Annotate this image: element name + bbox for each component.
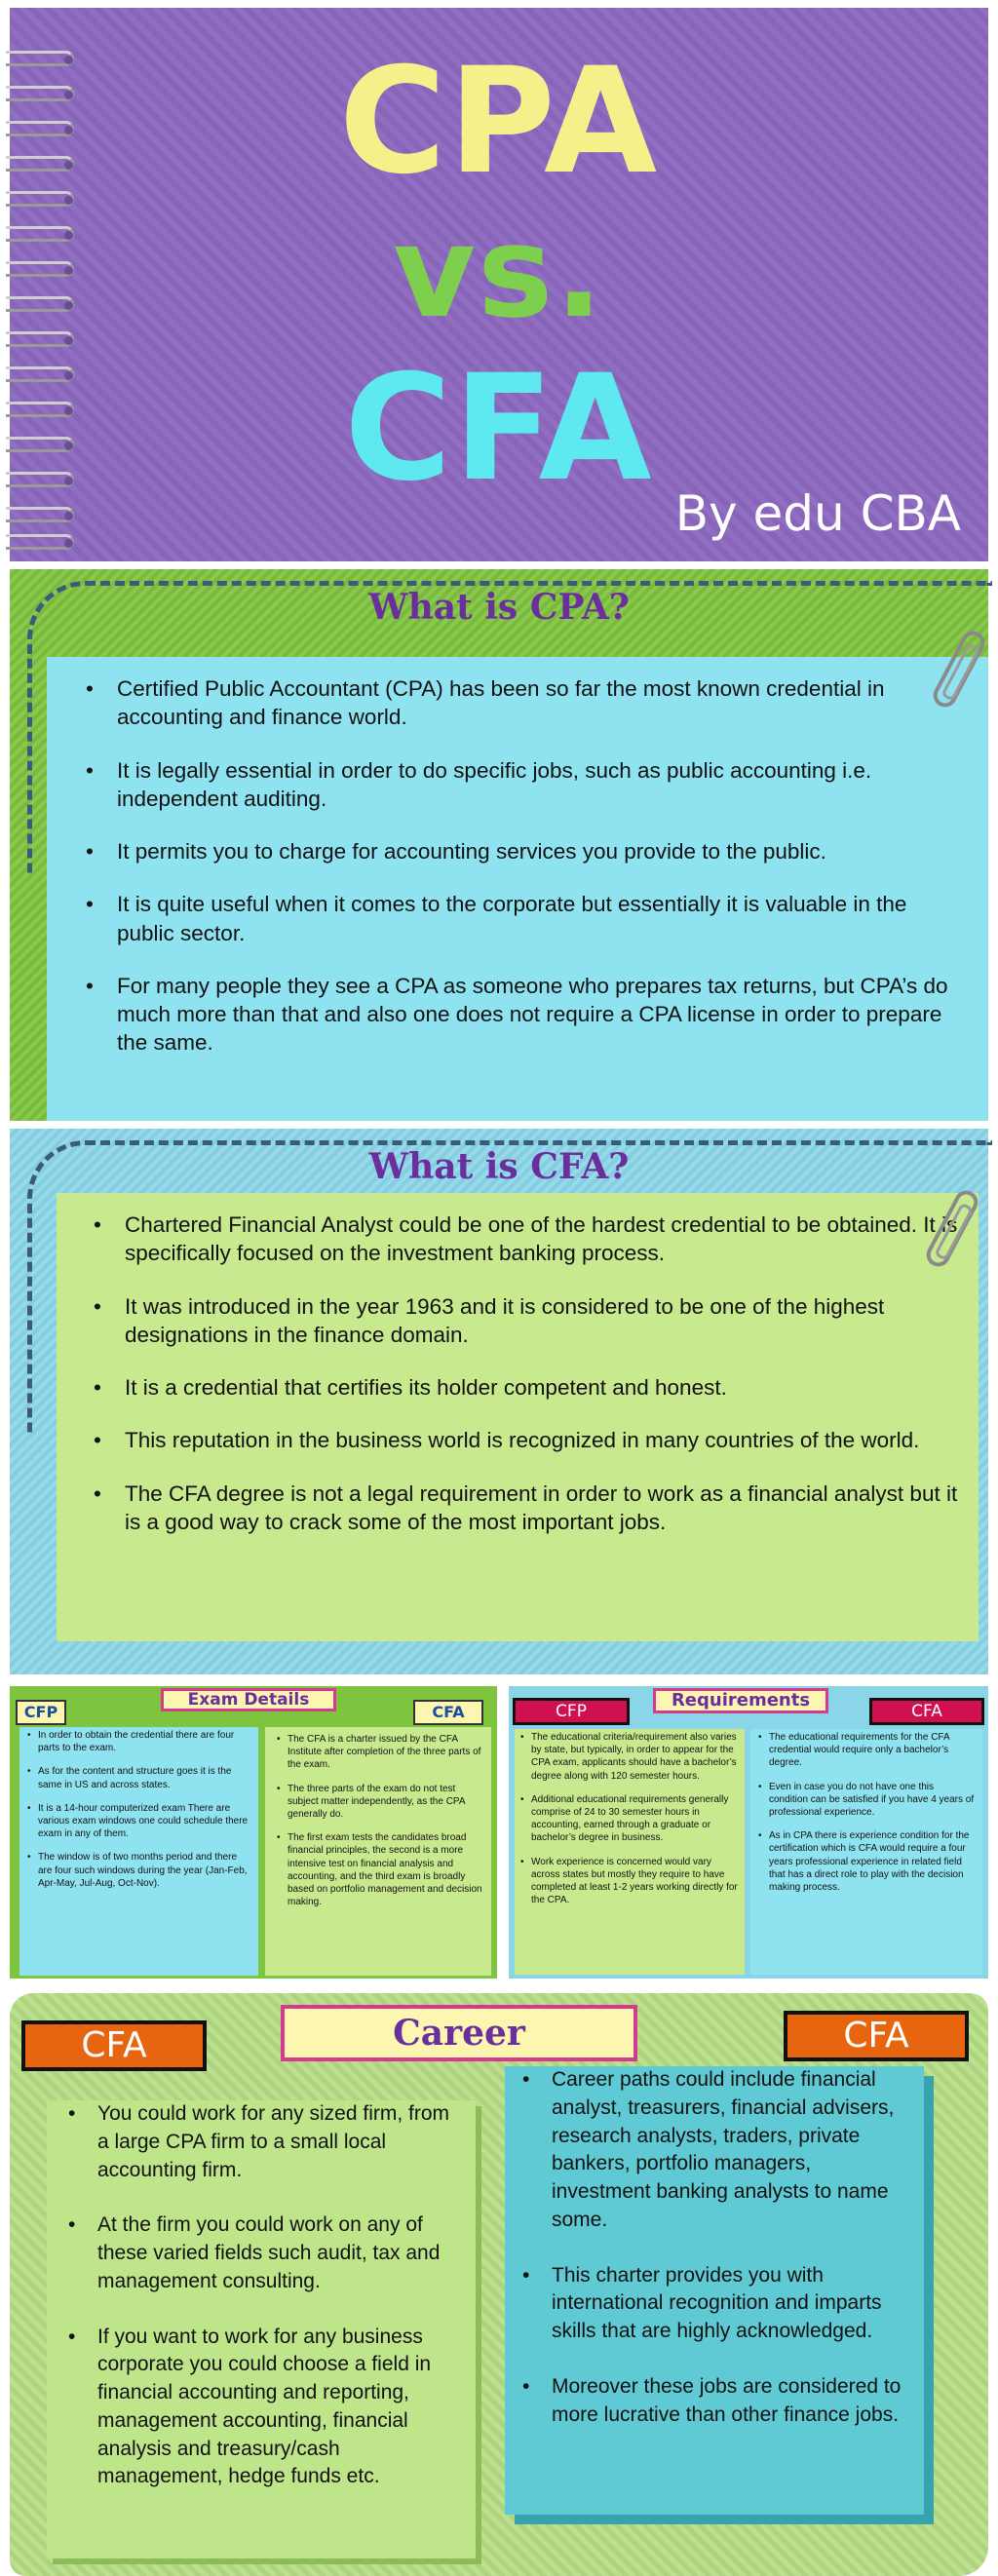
list-item: • It was introduced in the year 1963 and it is considered to be one of the highest designations in the finance domain.	[94, 1292, 959, 1350]
list-item: • Certified Public Accountant (CPA) has been so far the most known credential in accounting and finance world.	[86, 674, 969, 732]
list-item: • The window is of two months period and there are four such windows during the year (Jan-Feb, Apr-May, Jul-Aug, Oct-Nov).	[25, 1851, 252, 1890]
list-item: • The educational criteria/requirement also varies by state, but typically, in order to appear for the CPA exam, applicants should have a bachelor’s degree along with 120 semester hours.	[518, 1731, 739, 1783]
list-item: • Moreover these jobs are considered to more lucrative than other finance jobs.	[522, 2373, 906, 2430]
cfa-tag: CFA	[413, 1700, 483, 1725]
exam-details-title: Exam Details	[161, 1688, 336, 1711]
cpa-section	[10, 569, 988, 1121]
list-item: • It is a 14-hour computerized exam There are various exam windows one could schedule there exam in any of them.	[25, 1802, 252, 1841]
cfp-tag: CFP	[513, 1698, 630, 1725]
list-item: • Work experience is concerned would vary across states but mostly they require to have completed at least 1-2 years working directly for the CPA.	[518, 1856, 739, 1907]
list-item: • It is quite useful when it comes to the corporate but essentially it is valuable in the public sector.	[86, 890, 969, 947]
req-cfa-box	[750, 1729, 982, 1975]
list-item: • As in CPA there is experience condition for the certification which is CFA would require a four years professional experience in related field that has a direct role to play with the decision making process.	[756, 1829, 975, 1894]
exam-details-panel	[10, 1686, 497, 1979]
career-title: Career	[281, 2005, 637, 2061]
requirements-title: Requirements	[653, 1688, 828, 1713]
list-item: • If you want to work for any business corporate you could choose a field in financial accounting and reporting, management accounting, financial analysis and treasury/cash management, hedge funds etc.	[68, 2324, 460, 2492]
list-item: • This charter provides you with international recognition and imparts skills that are highly acknowledged.	[522, 2262, 906, 2346]
list-item: • The educational requirements for the CFA credential would require only a bachelor’s degree.	[756, 1731, 975, 1770]
byline: By edu CBA	[674, 485, 961, 542]
list-item: • The three parts of the exam do not test subject matter independently, as the CPA generally do.	[275, 1783, 483, 1822]
requirements-panel	[509, 1686, 988, 1979]
list-item: • It is a credential that certifies its holder competent and honest.	[94, 1373, 959, 1402]
list-item: • For many people they see a CPA as someone who prepares tax returns, but CPA’s do much more than that and also one does not require a CPA license in order to prepare the same.	[86, 972, 969, 1057]
req-cfp-box	[515, 1729, 745, 1975]
list-item: • This reputation in the business world is recognized in many countries of the world.	[94, 1426, 959, 1454]
list-item: • Chartered Financial Analyst could be one of the hardest credential to be obtained. It is specifically focused on the investment banking process.	[94, 1211, 959, 1268]
title-vs: vs.	[393, 198, 605, 346]
career-right-box	[505, 2066, 924, 2515]
exam-cfa-box	[265, 1727, 491, 1976]
list-item: • It is legally essential in order to do specific jobs, such as public accounting i.e. independent auditing.	[86, 756, 969, 814]
cfa-tag: CFA	[869, 1698, 984, 1725]
career-right-tag: CFA	[784, 2011, 969, 2061]
list-item: • In order to obtain the credential there are four parts to the exam.	[25, 1729, 252, 1754]
career-panel	[10, 1993, 988, 2576]
title-cpa: CPA	[338, 37, 660, 207]
list-item: • Career paths could include financial analyst, treasurers, financial advisers, research analysts, traders, private bankers, portfolio managers, investment banking analysts to name some.	[522, 2066, 906, 2235]
list-item: • The CFA degree is not a legal requirement in order to work as a financial analyst but it is a good way to crack some of the most important jobs.	[94, 1480, 959, 1537]
cpa-section-title: What is CPA?	[368, 587, 630, 628]
header-banner	[10, 8, 988, 561]
list-item: • You could work for any sized firm, from a large CPA firm to a small local accounting firm.	[68, 2100, 460, 2184]
cfp-tag: CFP	[16, 1700, 66, 1725]
list-item: • The first exam tests the candidates broad financial principles, the second is a more intensive test on financial analysis and accounting, and the third exam is broadly based on portfolio management and decision making.	[275, 1831, 483, 1908]
spiral-ring-icon	[6, 534, 74, 550]
cpa-card	[47, 657, 988, 1121]
list-item: • At the firm you could work on any of these varied fields such audit, tax and management consulting.	[68, 2211, 460, 2295]
career-left-tag: CFA	[21, 2020, 207, 2071]
title-cfa: CFA	[344, 344, 654, 514]
career-left-box	[47, 2100, 476, 2558]
cfa-section-title: What is CFA?	[368, 1146, 630, 1187]
list-item: • It permits you to charge for accounting services you provide to the public.	[86, 837, 969, 865]
list-item: • The CFA is a charter issued by the CFA Institute after completion of the three parts of the exam.	[275, 1733, 483, 1772]
list-item: • Additional educational requirements generally comprise of 24 to 30 semester hours in accounting, earned through a graduate or bachelor’s degree in business.	[518, 1793, 739, 1845]
cfa-section	[10, 1129, 988, 1674]
list-item: • As for the content and structure goes it is the same in US and across states.	[25, 1765, 252, 1790]
list-item: • Even in case you do not have one this condition can be satisfied if you have 4 years of professional experience.	[756, 1781, 975, 1820]
cfa-card	[57, 1193, 979, 1641]
exam-cfp-box	[19, 1727, 258, 1976]
